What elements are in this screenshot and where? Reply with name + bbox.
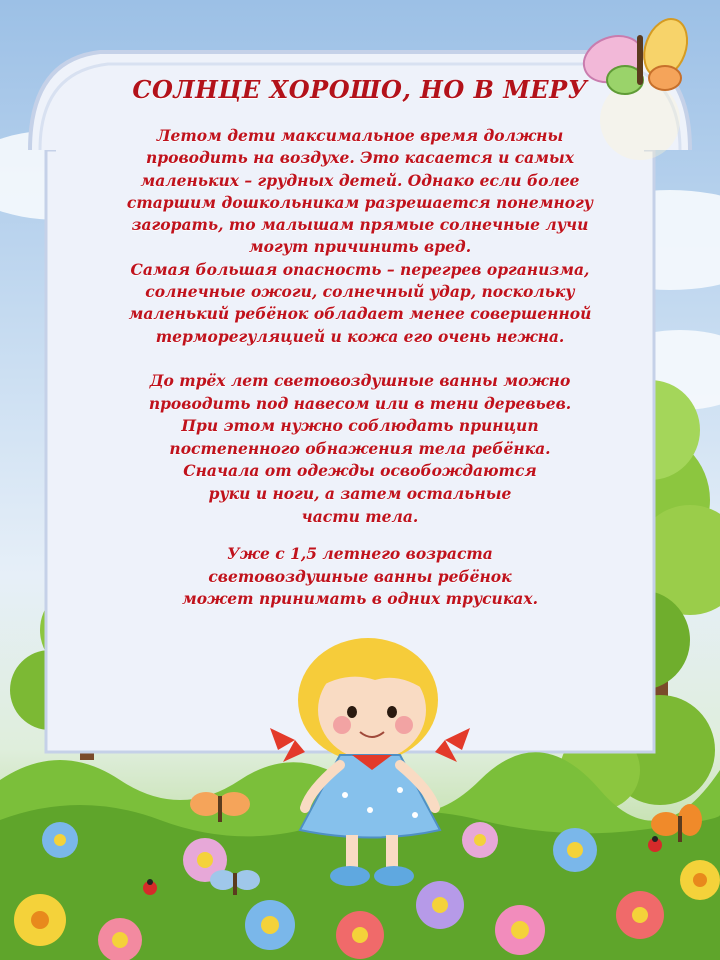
text-line: постепенного обнажения тела ребёнка.: [169, 438, 551, 458]
text-line: может принимать в одних трусиках.: [181, 589, 538, 609]
paragraph-1: [80, 125, 640, 348]
page-title: СОЛНЦЕ ХОРОШО, НО В МЕРУ: [132, 75, 588, 104]
text-line: маленьких – грудных детей. Однако если более: [140, 170, 580, 190]
text-line: Летом дети максимальное время должны: [156, 126, 564, 145]
text-line: маленький ребёнок обладает менее совершенной: [128, 304, 592, 324]
text-line: Самая большая опасность – перегрев организма,: [130, 259, 590, 279]
text-line: солнечные ожоги, солнечный удар, поскольку: [145, 282, 575, 302]
text-line: проводить под навесом или в тени деревьев.: [148, 393, 572, 413]
text-line: части тела.: [301, 506, 419, 526]
text-line: световоздушные ванны ребёнок: [208, 566, 512, 586]
text-line: До трёх лет световоздушные ванны можно: [149, 371, 571, 390]
text-line: При этом нужно соблюдать принцип: [181, 416, 539, 436]
text-line: загорать, то малышам прямые солнечные лучи: [131, 215, 589, 235]
text-line: проводить на воздухе. Это касается и самых: [146, 148, 574, 168]
text-line: старшим дошкольникам разрешается понемногу: [126, 192, 594, 212]
text-line: могут причинить вред.: [248, 237, 472, 257]
text-line: терморегуляцией и кожа его очень нежна.: [155, 326, 565, 346]
paragraph-3: [80, 543, 640, 611]
text-line: руки и ноги, а затем остальные: [208, 483, 512, 503]
text-line: Сначала от одежды освобождаются: [183, 461, 537, 481]
text-line: Уже с 1,5 летнего возраста: [227, 544, 493, 563]
paragraph-2: [80, 370, 640, 528]
